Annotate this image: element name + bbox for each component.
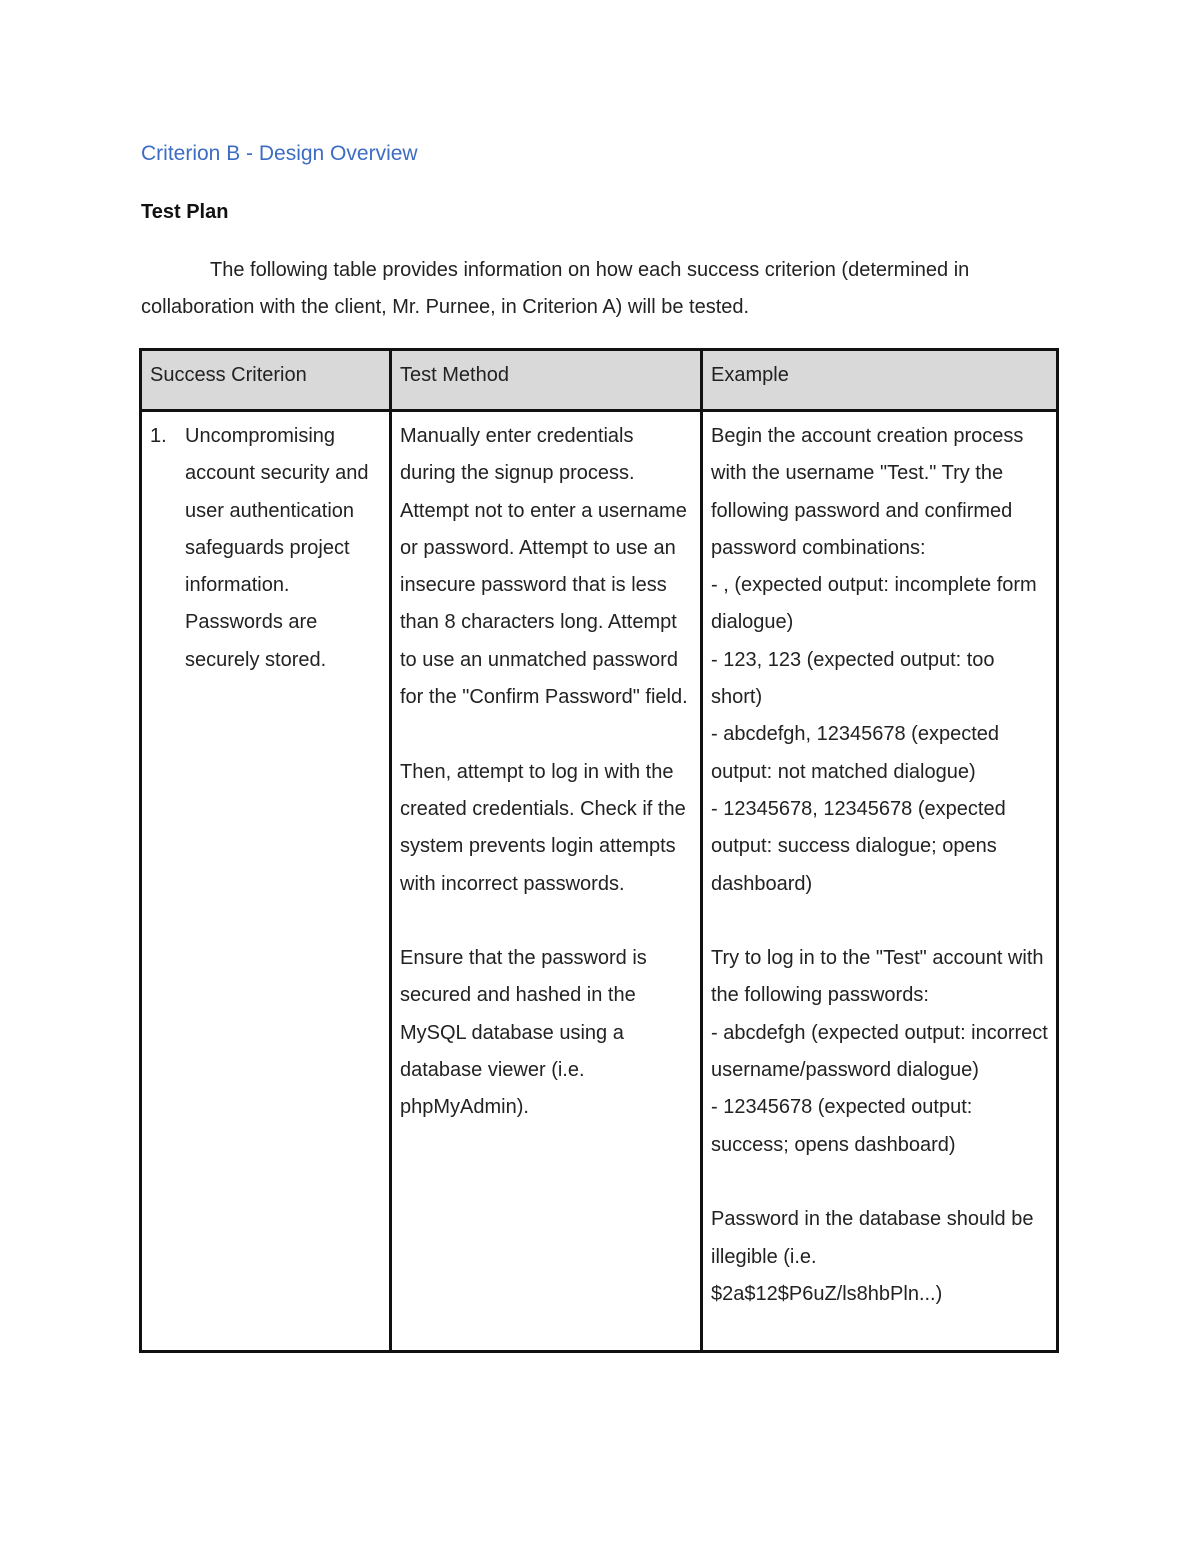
example-case-success: - 12345678, 12345678 (expected output: success dialogue; opens dashboard) — [711, 797, 1006, 895]
test-method-signup: Manually enter credentials during the signup process. Attempt not to enter a username or password. Attempt to use an insecure password that is less than 8 characters long. Attempt to use an unmatched password for the "Confirm Password" field. — [400, 425, 688, 709]
intro-text: The following table provides information on how each success criterion (determined in collaboration with the client, Mr. Purnee, in Criterion A) will be tested. — [141, 259, 970, 318]
criterion-heading: Criterion B - Design Overview — [141, 142, 418, 165]
paragraph-gap — [711, 903, 1050, 940]
header-example: Example — [702, 350, 1058, 411]
intro-paragraph — [141, 252, 1061, 326]
example-case-short: - 123, 123 (expected output: too short) — [711, 648, 995, 709]
example-case-empty: - , (expected output: incomplete form dialogue) — [711, 574, 1037, 634]
paragraph-gap — [711, 1164, 1050, 1201]
criterion-cell — [141, 411, 391, 1352]
section-title: Test Plan — [141, 201, 229, 223]
test-plan-table — [139, 348, 1059, 1353]
example-login-success: - 12345678 (expected output: success; opens dashboard) — [711, 1096, 973, 1156]
example-signup-intro: Begin the account creation process with the username "Test." Try the following password and confirmed password combinations: — [711, 425, 1024, 559]
test-method-login: Then, attempt to log in with the created credentials. Check if the system prevents login attempts with incorrect passwords. — [400, 760, 686, 895]
example-login-incorrect: - abcdefgh (expected output: incorrect username/password dialogue) — [711, 1021, 1048, 1082]
example-hash-check: Password in the database should be illegible (i.e. $2a$12$P6uZ/ls8hbPln...) — [711, 1208, 1034, 1305]
test-method-cell — [391, 411, 702, 1352]
header-success-criterion: Success Criterion — [141, 350, 391, 411]
example-cell — [702, 411, 1058, 1352]
header-test-method: Test Method — [391, 350, 702, 411]
criterion-list-item — [150, 418, 383, 679]
paragraph-gap — [400, 903, 694, 940]
criterion-text: Uncompromising account security and user authentication safeguards project information. Passwords are securely stored. — [185, 425, 369, 671]
criterion-number: 1. — [150, 425, 167, 447]
paragraph-gap — [400, 716, 694, 753]
test-method-hashing: Ensure that the password is secured and hashed in the MySQL database using a database viewer (i.e. phpMyAdmin). — [400, 947, 647, 1119]
table-header-row — [141, 350, 1058, 411]
example-case-unmatched: - abcdefgh, 12345678 (expected output: not matched dialogue) — [711, 723, 999, 783]
example-login-intro: Try to log in to the "Test" account with the following passwords: — [711, 947, 1044, 1007]
table-row — [141, 411, 1058, 1352]
